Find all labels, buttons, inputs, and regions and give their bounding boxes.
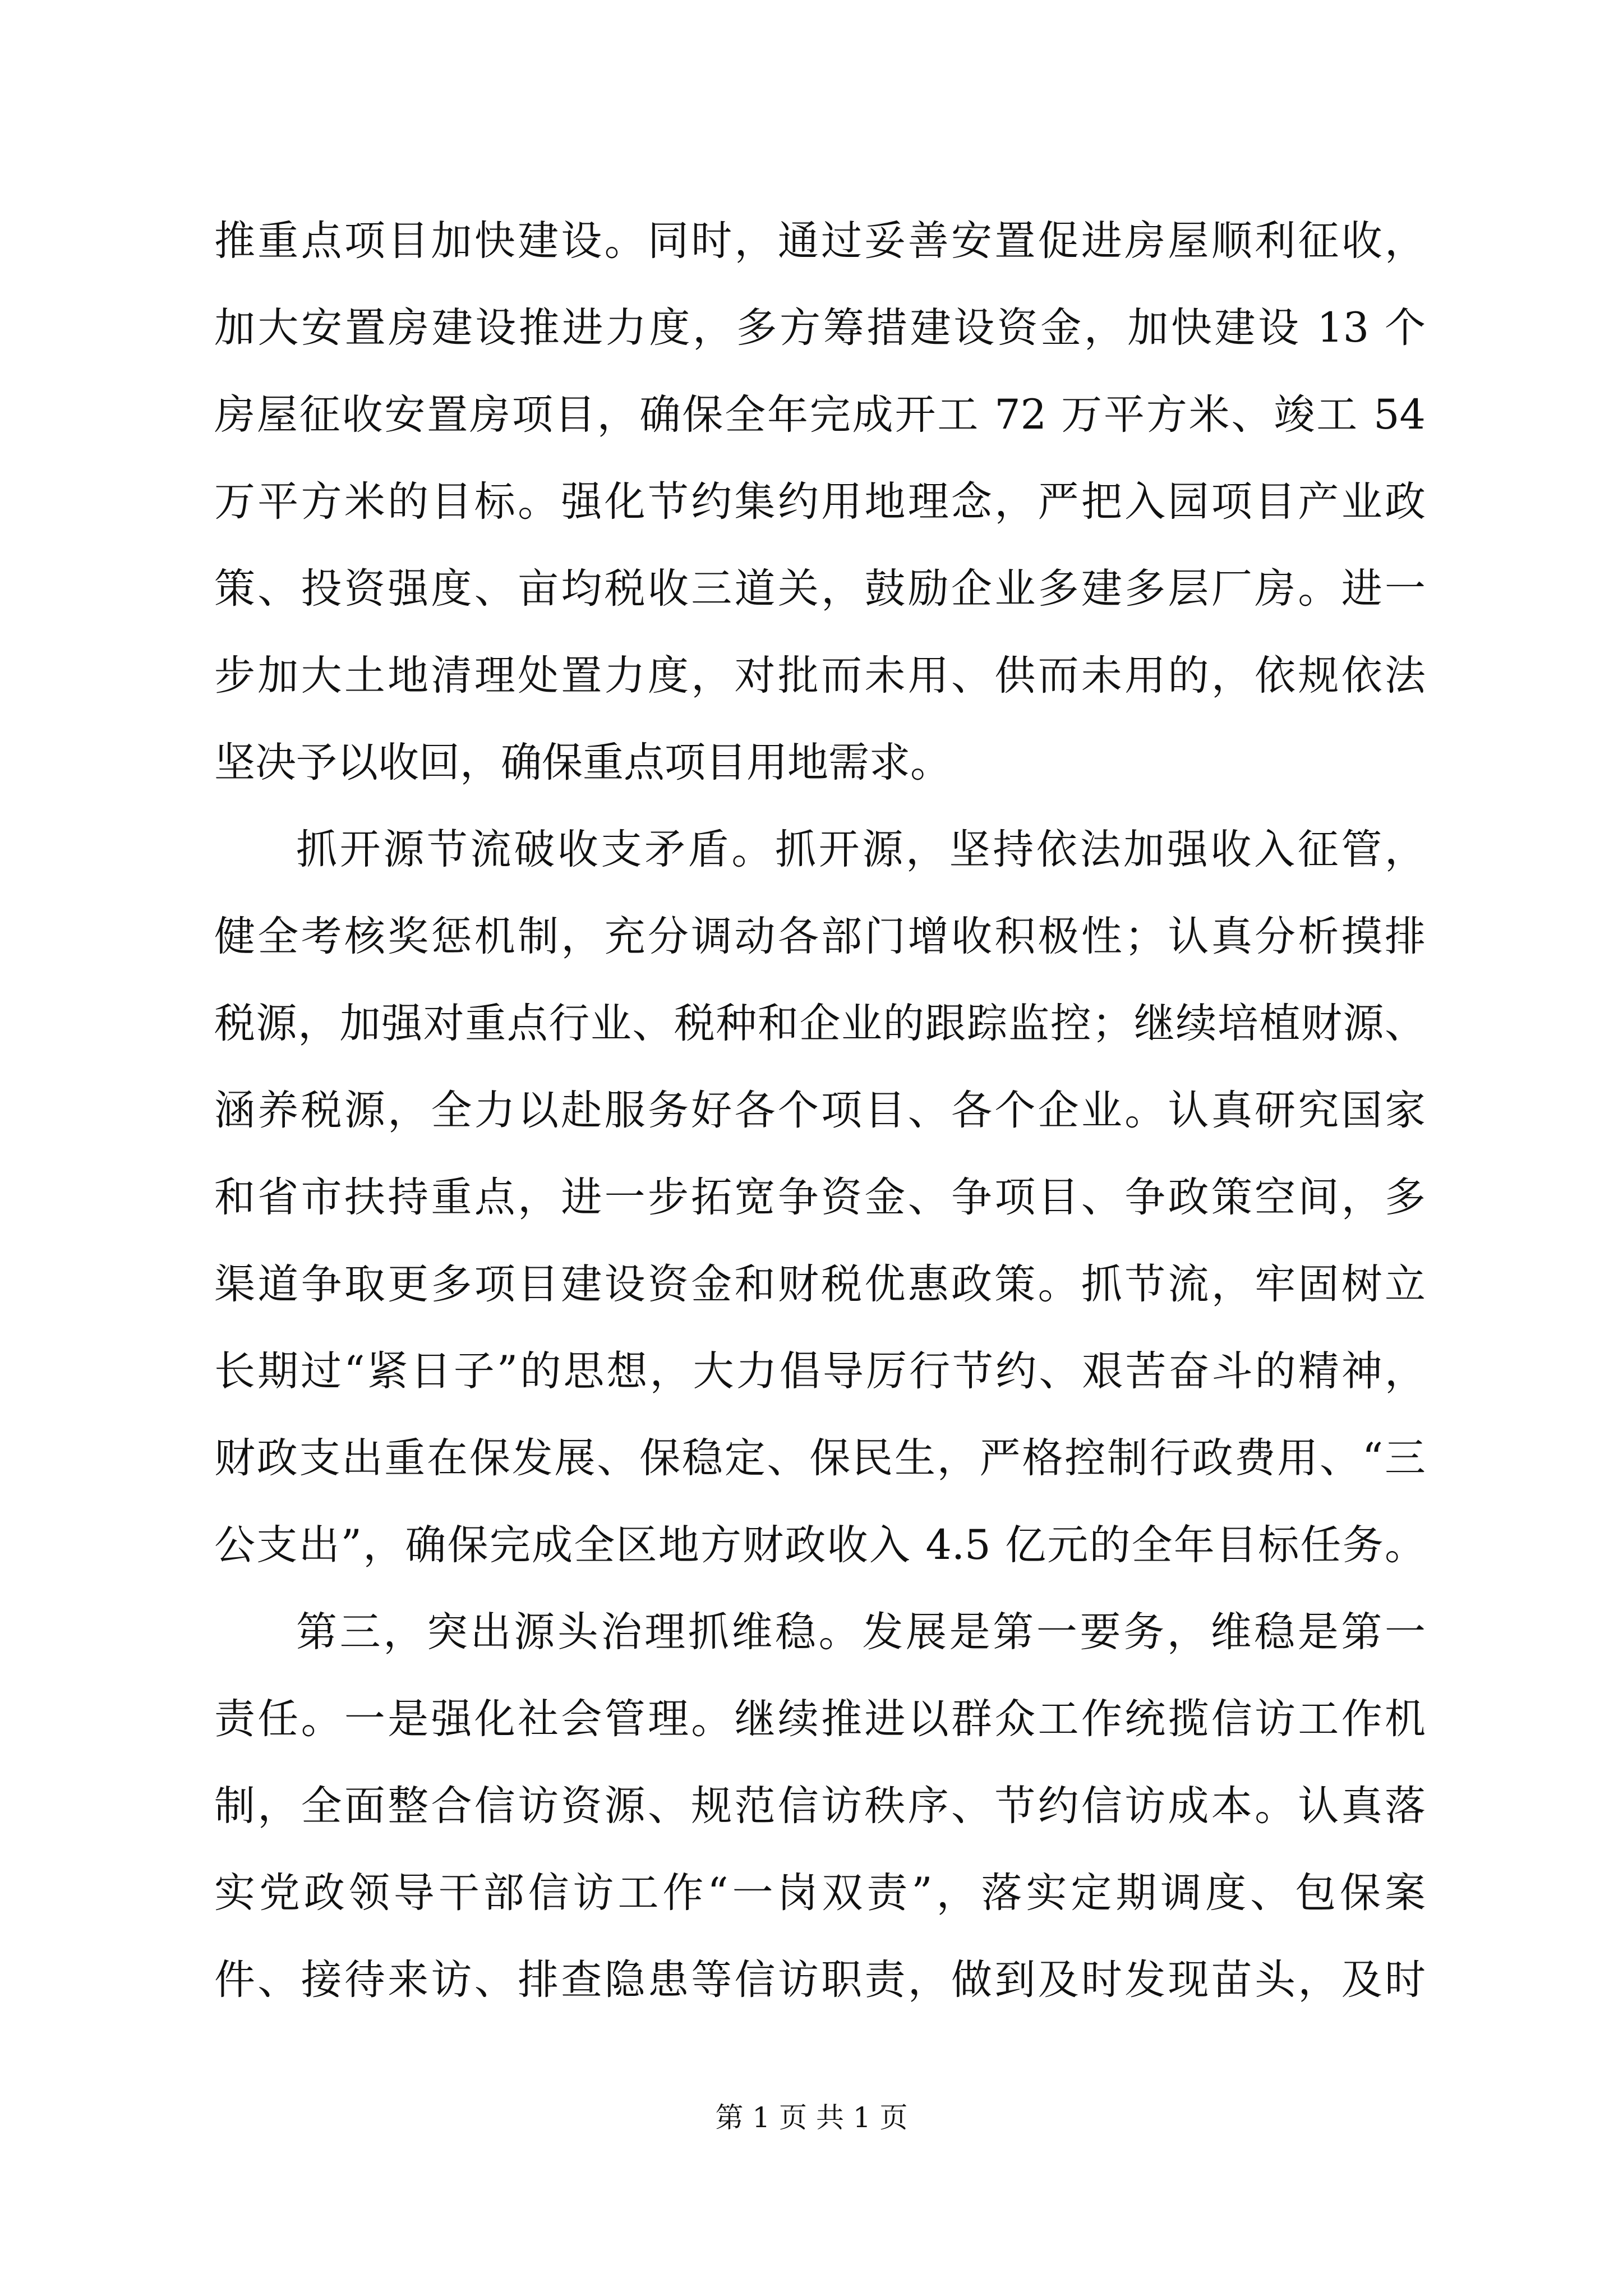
text-line: 房屋征收安置房项目，确保全年完成开工 72 万平方米、竣工 54 xyxy=(214,391,1426,439)
text-line: 实党政领导干部信访工作“一岗双责”，落实定期调度、包保案 xyxy=(214,1869,1426,1917)
text-line: 财政支出重在保发展、保稳定、保民生，严格控制行政费用、“三 xyxy=(214,1434,1426,1482)
text-line: 健全考核奖惩机制，充分调动各部门增收积极性；认真分析摸排 xyxy=(214,913,1426,960)
text-line: 涵养税源，全力以赴服务好各个项目、各个企业。认真研究国家 xyxy=(214,1087,1426,1134)
text-line: 步加大土地清理处置力度，对批而未用、供而未用的，依规依法 xyxy=(214,652,1426,700)
text-line: 税源，加强对重点行业、税种和企业的跟踪监控；继续培植财源、 xyxy=(214,1000,1426,1047)
text-line: 万平方米的目标。强化节约集约用地理念，严把入园项目产业政 xyxy=(214,478,1426,526)
text-line: 公支出”，确保完成全区地方财政收入 4.5 亿元的全年目标任务。 xyxy=(214,1521,1426,1569)
text-line: 制，全面整合信访资源、规范信访秩序、节约信访成本。认真落 xyxy=(214,1782,1426,1830)
text-line: 策、投资强度、亩均税收三道关，鼓励企业多建多层厂房。进一 xyxy=(214,565,1426,613)
text-line: 推重点项目加快建设。同时，通过妥善安置促进房屋顺利征收， xyxy=(214,217,1426,265)
text-line: 渠道争取更多项目建设资金和财税优惠政策。抓节流，牢固树立 xyxy=(214,1260,1426,1308)
text-line: 责任。一是强化社会管理。继续推进以群众工作统揽信访工作机 xyxy=(214,1695,1426,1743)
text-line: 加大安置房建设推进力度，多方筹措建设资金，加快建设 13 个 xyxy=(214,304,1426,352)
document-body xyxy=(214,197,1426,2023)
text-line: 长期过“紧日子”的思想，大力倡导厉行节约、艰苦奋斗的精神， xyxy=(214,1347,1426,1395)
page-footer: 第 1 页 共 1 页 xyxy=(715,2101,908,2134)
text-line: 第三，突出源头治理抓维稳。发展是第一要务，维稳是第一 xyxy=(296,1608,1426,1656)
text-line: 件、接待来访、排查隐患等信访职责，做到及时发现苗头，及时 xyxy=(214,1956,1426,2004)
text-line: 坚决予以收回，确保重点项目用地需求。 xyxy=(214,739,951,786)
text-line: 和省市扶持重点，进一步拓宽争资金、争项目、争政策空间，多 xyxy=(214,1174,1426,1221)
text-line: 抓开源节流破收支矛盾。抓开源，坚持依法加强收入征管， xyxy=(296,826,1426,873)
